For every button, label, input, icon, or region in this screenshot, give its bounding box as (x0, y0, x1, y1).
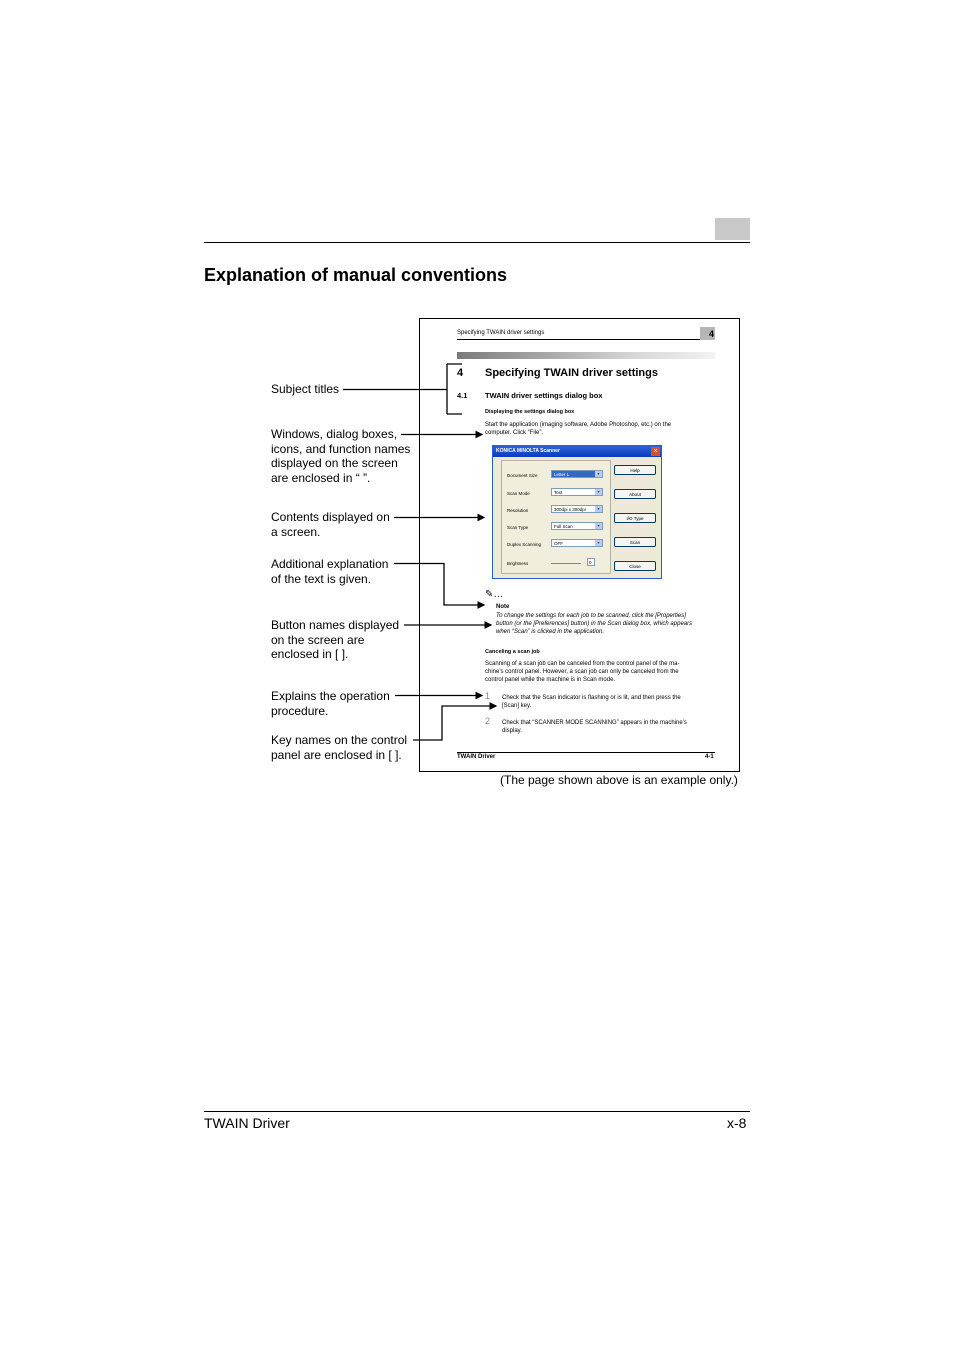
callout-line: Key names on the control (271, 733, 408, 747)
select-value: OFF (554, 541, 563, 546)
about-button[interactable]: About (614, 489, 656, 499)
example-paragraph-line: chine's control panel. However, a scan job can only be canceled from the (485, 669, 679, 675)
example-paragraph-line: Start the application (imaging software, Adobe Photoshop, etc.) on the (485, 422, 672, 428)
leader-key-names (413, 706, 496, 740)
example-paragraph-line: Scanning of a scan job can be canceled from the control panel of the ma- (485, 661, 680, 667)
example-chapter-number: 4 (457, 367, 464, 379)
callout-subject-titles: Subject titles (271, 382, 340, 396)
step-number: 2 (485, 716, 491, 726)
chevron-down-icon: ▾ (595, 471, 602, 477)
example-chapter-tab-number: 4 (709, 329, 715, 339)
select-value: Letter L (554, 472, 570, 477)
callout-line: Additional explanation (271, 557, 389, 571)
callout-line: Contents displayed on (271, 510, 390, 524)
step-number: 1 (485, 691, 491, 701)
step-text-line: Check that “SCANNER MODE SCANNING” appears in the machine's (502, 720, 687, 726)
select-value: 300dpi x 300dpi (554, 507, 586, 512)
select-value: Text (554, 490, 563, 495)
io-type-button[interactable]: I/O Type (614, 513, 656, 523)
close-button[interactable]: Close (614, 561, 656, 571)
example-section-title: TWAIN driver settings dialog box (485, 391, 603, 400)
callout-line: on the screen are (271, 632, 365, 647)
callout-line: panel are enclosed in [ ]. (271, 747, 402, 762)
dialog-field-label: Duplex Scanning (507, 542, 542, 547)
example-subsection-title: Displaying the settings dialog box (485, 409, 575, 415)
example-caption: (The page shown above is an example only.) (500, 773, 738, 787)
callout-line: of the text is given. (271, 571, 372, 586)
step-text-line: display. (502, 728, 522, 734)
page-title: Explanation of manual conventions (204, 265, 508, 285)
dialog-field-label: Document Size (507, 473, 538, 478)
callout-line: icons, and function names (271, 441, 411, 456)
close-icon[interactable]: × (651, 447, 660, 456)
callout-line: a screen. (271, 524, 321, 539)
callout-line: Explains the operation (271, 689, 390, 703)
select-value: Full Scan (554, 524, 573, 529)
example-section-number: 4.1 (457, 391, 468, 400)
brightness-label: Brightness (507, 561, 529, 566)
note-text-line: button (or the [Preferences] button) in the Scan dialog box, which appears (496, 621, 693, 627)
leader-additional (394, 564, 484, 606)
note-text-line: when “Scan” is clicked in the application. (496, 629, 605, 635)
chevron-down-icon: ▾ (595, 489, 602, 495)
step-text-line: [Scan] key. (502, 703, 532, 709)
footer-page-number: x-8 (727, 1115, 747, 1131)
brightness-value-field[interactable]: 0 (587, 558, 595, 566)
chevron-down-icon: ▾ (595, 523, 602, 529)
example-subsection-title: Canceling a scan job (485, 649, 540, 655)
callout-line: Windows, dialog boxes, (271, 427, 398, 441)
chevron-down-icon: ▾ (595, 506, 602, 512)
leader-subject-titles (343, 364, 462, 414)
help-button[interactable]: Help (614, 465, 656, 475)
example-paragraph-line: control panel while the machine is in Scan mode. (485, 677, 616, 683)
callout-line: enclosed in [ ]. (271, 647, 349, 662)
note-icon: ✎… (485, 589, 504, 600)
footer-left-text: TWAIN Driver (204, 1115, 290, 1131)
footer-rule (204, 1111, 750, 1112)
example-header-text: Specifying TWAIN driver settings (457, 330, 545, 336)
dialog-field-label: Scan Mode (507, 491, 530, 496)
callout-line: displayed on the screen (271, 456, 398, 471)
dialog-field-label: Scan Type (507, 525, 529, 530)
note-text-line: To change the settings for each job to be scanned, click the [Properties] (496, 613, 686, 619)
example-footer-left: TWAIN Driver (457, 754, 496, 760)
example-chapter-title: Specifying TWAIN driver settings (485, 367, 658, 379)
dialog-title-bar: KONICA MINOLTA Scanner (493, 446, 661, 457)
callout-line: procedure. (271, 703, 329, 718)
step-text-line: Check that the Scan indicator is flashing or is lit, and then press the (502, 695, 681, 701)
chevron-down-icon: ▾ (595, 540, 602, 546)
example-paragraph-line: computer. Click “File”. (485, 430, 544, 436)
scan-button[interactable]: Scan (614, 537, 656, 547)
example-footer-right: 4-1 (705, 754, 714, 760)
callout-line: Button names displayed (271, 618, 400, 632)
callout-line: are enclosed in “ ”. (271, 470, 371, 485)
note-label: Note (496, 604, 510, 610)
dialog-field-label: Resolution (507, 508, 529, 513)
